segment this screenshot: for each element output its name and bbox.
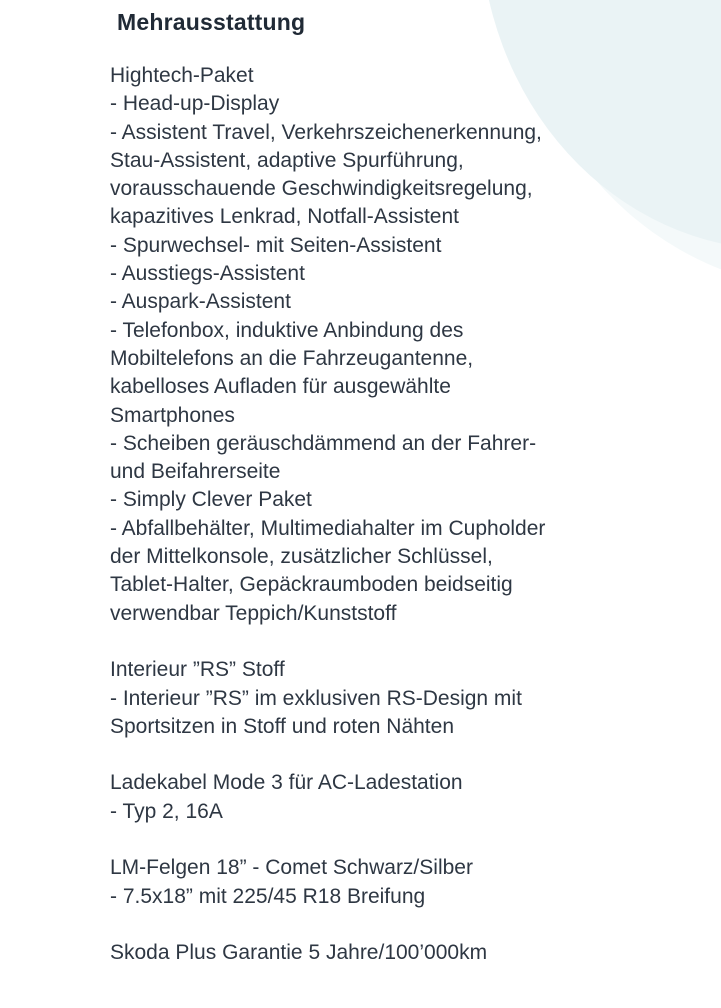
section-detail-line: kapazitives Lenkrad, Notfall-Assistent xyxy=(110,205,459,229)
equipment-sections xyxy=(110,62,715,968)
section-detail-line: - Ausstiegs-Assistent xyxy=(110,262,305,286)
section-detail-line: - Interieur ”RS” im exklusiven RS-Design mit xyxy=(110,686,522,710)
section-detail-line: - Telefonbox, induktive Anbindung des xyxy=(110,318,464,342)
section-detail-line: - Assistent Travel, Verkehrszeichenerkennung, xyxy=(110,120,542,144)
equipment-section xyxy=(110,769,715,826)
equipment-section xyxy=(110,656,715,741)
section-detail-line: Sportsitzen in Stoff und roten Nähten xyxy=(110,714,454,738)
section-title-line: LM-Felgen 18” - Comet Schwarz/Silber xyxy=(110,856,473,880)
section-detail-line: - Abfallbehälter, Multimediahalter im Cupholder xyxy=(110,516,546,540)
section-title-line: Hightech-Paket xyxy=(110,64,254,87)
section-detail-line: - Simply Clever Paket xyxy=(110,488,312,512)
equipment-section xyxy=(110,62,715,628)
section-detail-line: - 7.5x18” mit 225/45 R18 Breifung xyxy=(110,884,426,908)
section-detail-line: Stau-Assistent, adaptive Spurführung, xyxy=(110,148,464,172)
section-detail-line: verwendbar Teppich/Kunststoff xyxy=(110,601,397,625)
section-detail-line: Smartphones xyxy=(110,403,235,427)
section-title-line: Interieur ”RS” Stoff xyxy=(110,658,285,682)
section-detail-line: - Spurwechsel- mit Seiten-Assistent xyxy=(110,233,442,257)
section-detail-line: vorausschauende Geschwindigkeitsregelung, xyxy=(110,177,533,201)
section-detail-line: Mobiltelefons an die Fahrzeugantenne, xyxy=(110,346,474,370)
section-detail-line: der Mittelkonsole, zusätzlicher Schlüssel, xyxy=(110,545,493,569)
section-detail-line: - Head-up-Display xyxy=(110,92,280,116)
section-detail-line: und Beifahrerseite xyxy=(110,460,281,484)
section-detail-line: - Auspark-Assistent xyxy=(110,290,291,314)
equipment-section xyxy=(110,939,715,967)
section-title-line: Skoda Plus Garantie 5 Jahre/100’000km xyxy=(110,941,488,965)
section-title-line: Ladekabel Mode 3 für AC-Ladestation xyxy=(110,771,463,795)
section-detail-line: - Typ 2, 16A xyxy=(110,799,223,823)
section-detail-line: - Scheiben geräuschdämmend an der Fahrer- xyxy=(110,431,537,455)
section-detail-line: Tablet-Halter, Gepäckraumboden beidseitig xyxy=(110,573,513,597)
equipment-section xyxy=(110,854,715,911)
section-detail-line: kabelloses Aufladen für ausgewählte xyxy=(110,375,451,399)
page-title: Mehrausstattung xyxy=(117,9,306,35)
